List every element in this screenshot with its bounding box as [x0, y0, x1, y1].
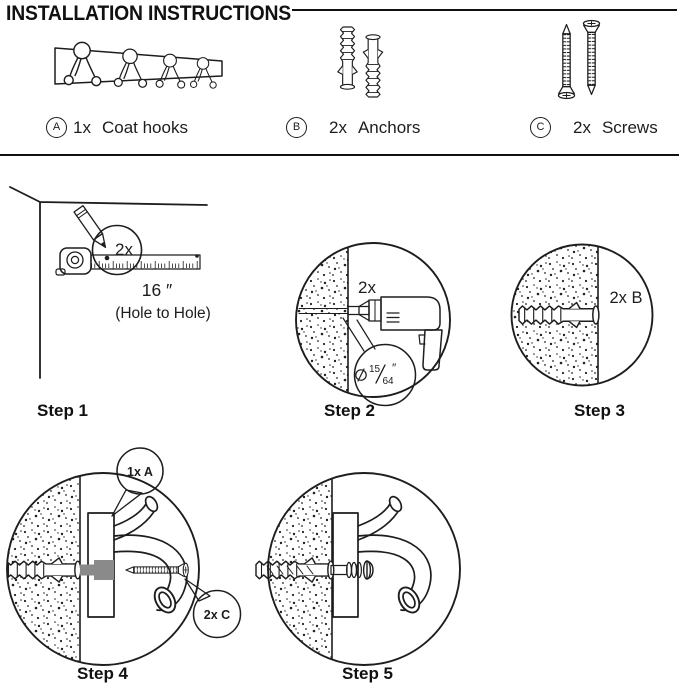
drill-icon: [348, 297, 442, 370]
holes-qty-label: 2x: [358, 278, 376, 297]
page-title: INSTALLATION INSTRUCTIONS: [6, 1, 292, 25]
part-qty: 1x: [73, 117, 91, 137]
bit-unit: ″: [392, 361, 397, 375]
screw-hole: [80, 565, 94, 576]
step3-label: Step 3: [574, 401, 626, 420]
wall-anchors-drawing: [322, 13, 408, 109]
drill-mark-dot: [105, 256, 110, 261]
step3-drawing: [502, 237, 667, 389]
screw-callout-label: 2x C: [203, 608, 231, 622]
marks-qty-label: 2x: [115, 240, 133, 259]
part-name: Anchors: [357, 117, 421, 137]
screws-drawing: [548, 15, 622, 107]
part-label-coat-hooks: [46, 117, 188, 138]
section-divider: [0, 154, 679, 156]
wall-section: [268, 436, 332, 673]
part-letter-badge: B: [286, 117, 307, 138]
step4-label: Step 4: [77, 664, 129, 683]
part-qty: 2x: [573, 117, 591, 137]
step1-drawing: [0, 178, 240, 393]
step1-label: Step 1: [37, 401, 89, 420]
insert-qty-label: 2x B: [609, 289, 643, 307]
screw-hole-countersink: [94, 560, 114, 580]
hole-to-hole-note: (Hole to Hole): [115, 305, 211, 322]
wall-corner: [10, 187, 207, 378]
part-qty: 2x: [329, 117, 347, 137]
wall-section: [296, 231, 348, 409]
drill-mark-dot: [195, 254, 199, 258]
title-rule: [292, 9, 677, 11]
hook-callout-label: 1x A: [127, 465, 153, 479]
step5-drawing: [255, 436, 470, 673]
part-label-screws: [530, 117, 658, 138]
part-letter-badge: C: [530, 117, 551, 138]
part-name: Screws: [601, 117, 658, 137]
wall-section: [3, 436, 81, 673]
step2-drawing: [263, 231, 488, 409]
distance-label: 16 ″: [141, 280, 173, 300]
coat-hook-rack-drawing: [42, 33, 237, 99]
step2-label: Step 2: [324, 401, 376, 420]
part-name: Coat hooks: [101, 117, 188, 137]
step4-drawing: [0, 436, 248, 673]
part-letter-badge: A: [46, 117, 67, 138]
coat-hook: [114, 495, 187, 617]
coat-hook: [358, 495, 431, 617]
part-label-anchors: [286, 117, 420, 138]
diameter-icon: [356, 369, 366, 381]
bit-numerator: 15: [369, 364, 381, 375]
bit-denominator: 64: [382, 376, 394, 387]
step5-label: Step 5: [342, 664, 394, 683]
screw-floating: [126, 563, 188, 577]
